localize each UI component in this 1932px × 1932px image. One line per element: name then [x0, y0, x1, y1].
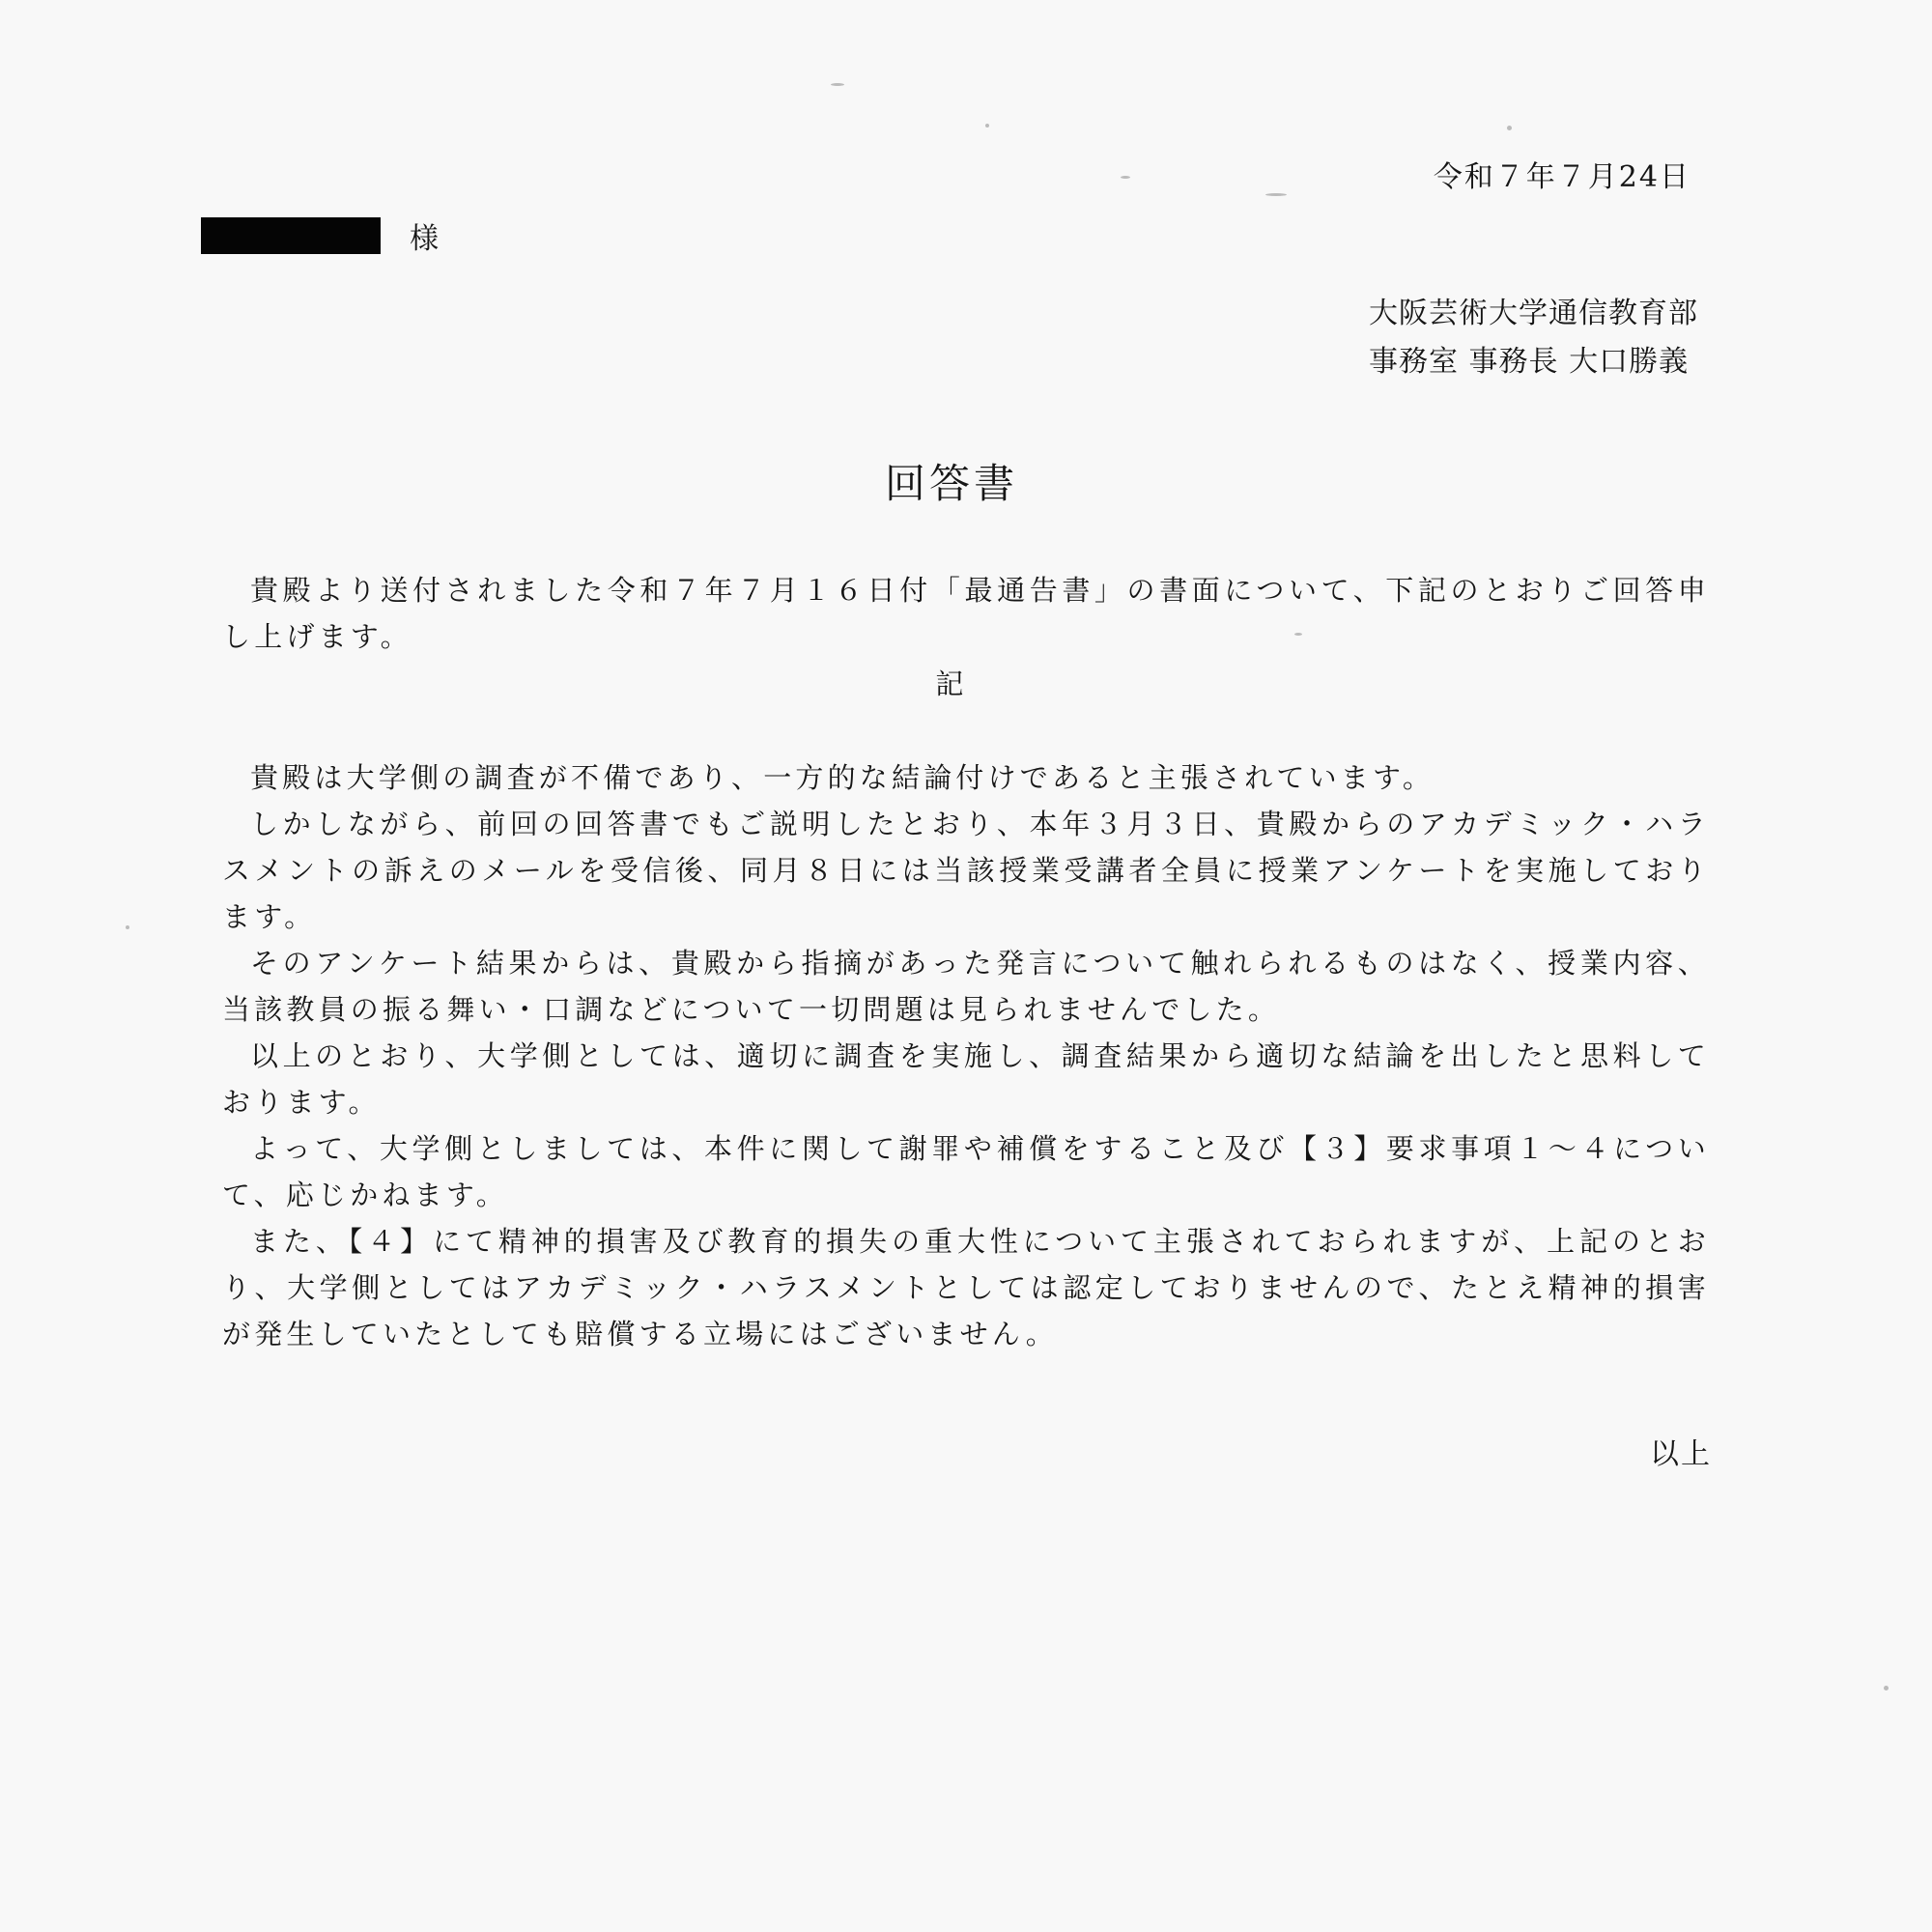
paragraph-spacer: [222, 708, 1710, 754]
body-paragraph-5: よって、大学側としましては、本件に関して謝罪や補償をすること及び【３】要求事項１～４について、応じかねます。: [222, 1132, 1710, 1211]
letter-date: 令和７年７月24日: [1433, 160, 1690, 194]
ki-heading: 記: [935, 668, 968, 700]
paper-speck: [1884, 1686, 1889, 1690]
paper-speck: [126, 925, 129, 929]
body-paragraph-4: 以上のとおり、大学側としては、適切に調査を実施し、調査結果から適切な結論を出したと思料しております。: [222, 1039, 1710, 1119]
sender-office-and-name: 事務室 事務長 大口勝義: [1369, 345, 1690, 379]
sender-block: [1369, 290, 1698, 386]
letter-body: [222, 567, 1710, 1357]
paper-speck: [1507, 126, 1512, 130]
body-paragraph-2: しかしながら、前回の回答書でもご説明したとおり、本年３月３日、貴殿からのアカデミック・ハラスメントの訴えのメールを受信後、同月８日には当該授業受講者全員に授業アンケートを実施しております。: [222, 808, 1710, 933]
body-paragraph-1: 貴殿は大学側の調査が不備であり、一方的な結論付けであると主張されています。: [250, 761, 1435, 794]
paper-speck: [985, 124, 989, 128]
recipient: [201, 214, 439, 257]
body-paragraph-3: そのアンケート結果からは、貴殿から指摘があった発言について触れられるものはなく、授業内容、当該教員の振る舞い・口調などについて一切問題は見られませんでした。: [222, 947, 1710, 1026]
body-paragraph-6: また、【４】にて精神的損害及び教育的損失の重大性について主張されておられますが、上記のとおり、大学側としてはアカデミック・ハラスメントとしては認定しておりませんので、たとえ精神的損害が発生していたとしても賠償する立場にはございません。: [222, 1225, 1710, 1350]
recipient-name-redaction: [201, 217, 381, 254]
sender-organization: 大阪芸術大学通信教育部: [1369, 297, 1698, 330]
intro-paragraph: 貴殿より送付されました令和７年７月１６日付「最通告書」の書面について、下記のとおりご回答申し上げます。: [222, 574, 1710, 653]
paper-speck: [831, 83, 844, 86]
paper-speck: [1265, 193, 1287, 196]
recipient-honorific: 様: [410, 222, 439, 256]
closing-ijou: 以上: [1650, 1437, 1712, 1471]
paper-speck: [1121, 176, 1130, 179]
document-title: 回答書: [884, 460, 1018, 507]
